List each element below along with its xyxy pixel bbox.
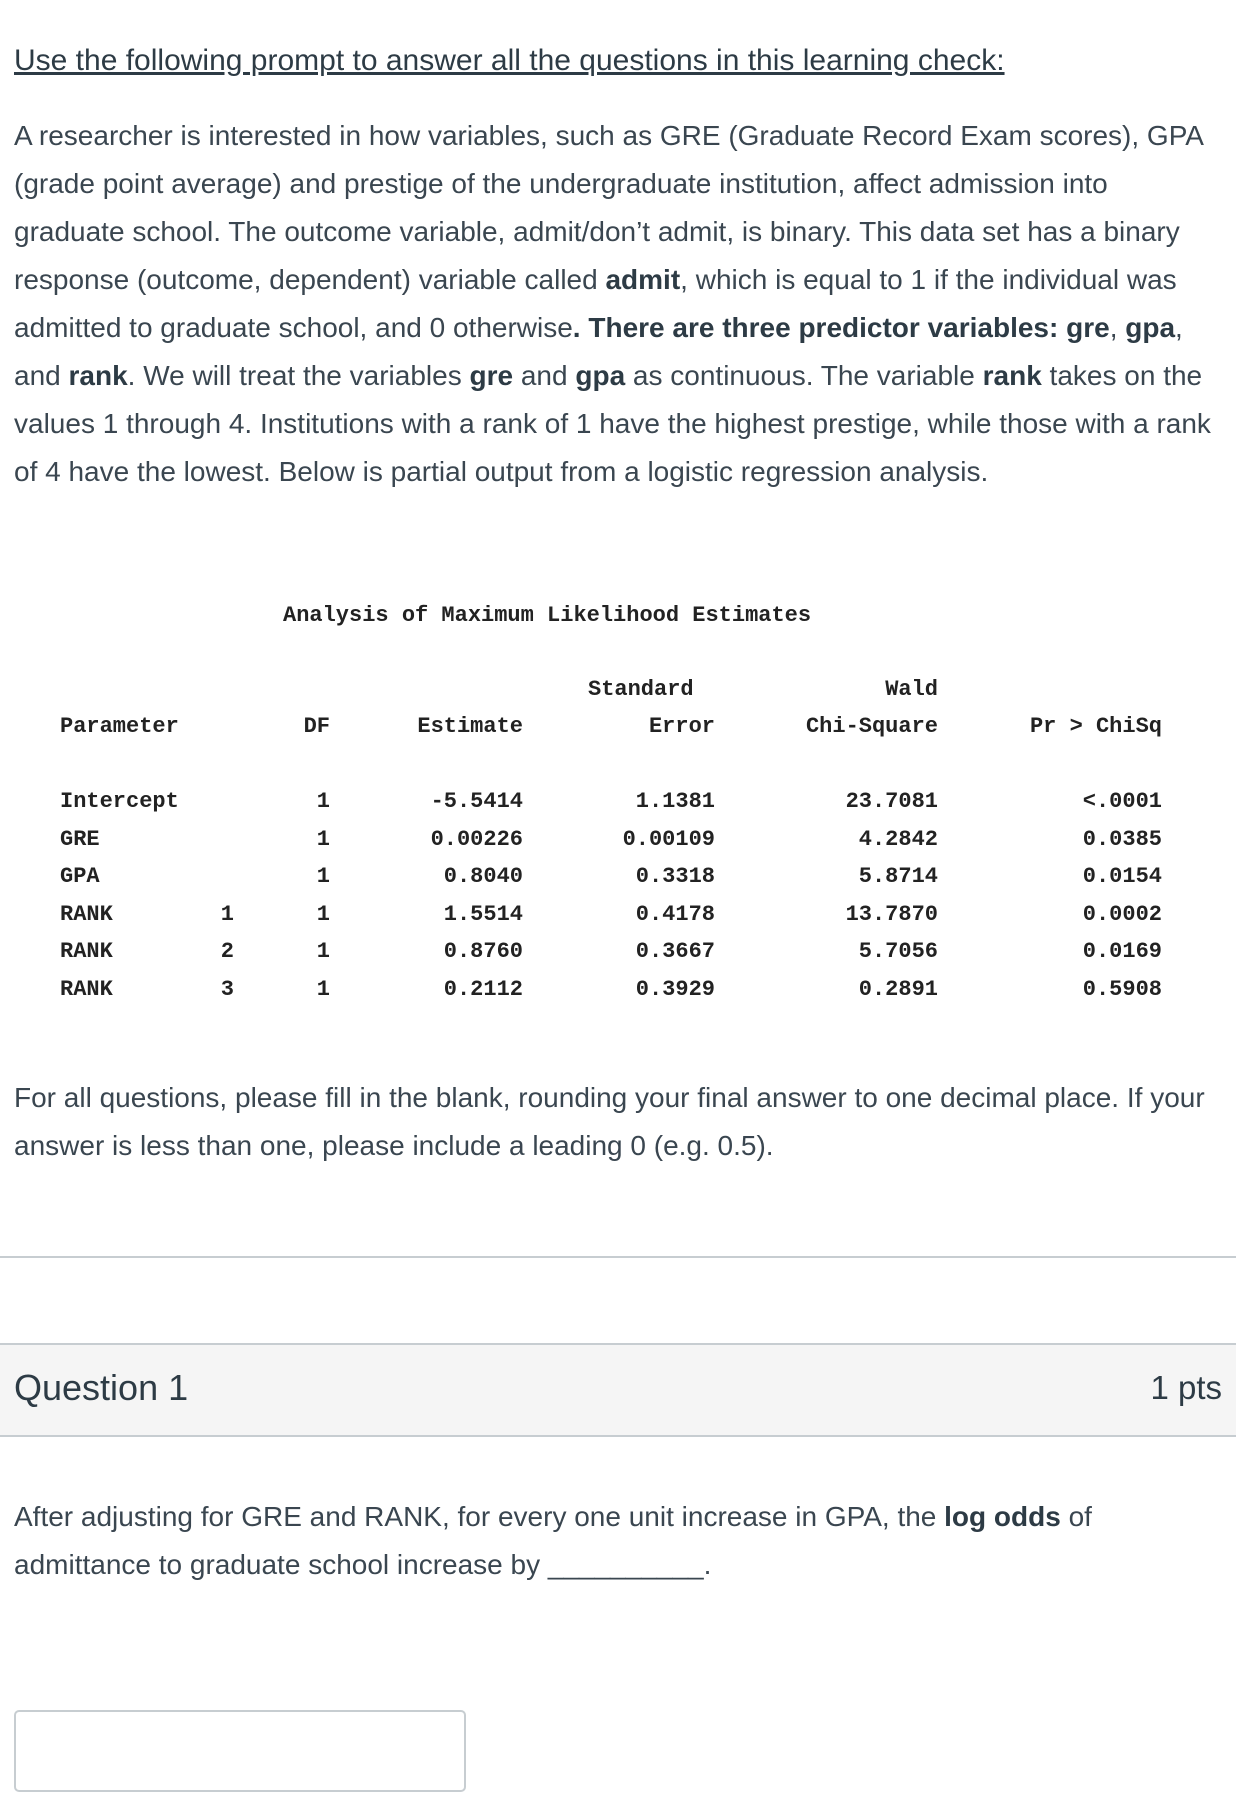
cell-se: 0.4178	[635, 901, 715, 927]
cell-wald: 5.7056	[858, 939, 938, 964]
text: After adjusting for GRE and RANK, for every one unit increase in GPA, the	[14, 1501, 945, 1532]
cell-parameter: RANK	[60, 939, 113, 964]
header-wald-top: Wald	[885, 677, 938, 702]
text: of admittance to graduate school increase by __________.	[14, 1501, 1092, 1580]
cell-p: 0.0385	[1082, 826, 1162, 852]
header-estimate: Estimate	[417, 714, 523, 739]
prompt-title: Use the following prompt to answer all the questions in this learning check:	[14, 44, 1005, 77]
text: as continuous. The variable	[625, 360, 983, 391]
cell-parameter: GRE	[60, 826, 100, 852]
cell-df: 1	[316, 789, 330, 814]
header-parameter: Parameter	[60, 714, 179, 739]
cell-parameter: RANK	[60, 901, 113, 927]
cell-estimate: 0.2112	[443, 976, 523, 1002]
answer-input[interactable]	[14, 1710, 466, 1792]
cell-wald: 13.7870	[845, 901, 938, 927]
cell-estimate: 1.5514	[443, 901, 523, 927]
term-gpa: gpa	[1125, 312, 1176, 343]
cell-se: 1.1381	[635, 789, 715, 814]
cell-se: 0.3318	[635, 864, 715, 889]
term-gre: gre	[1066, 312, 1110, 343]
text: , and	[14, 312, 1183, 391]
term-rank: rank	[982, 360, 1042, 391]
text: . We will treat the variables	[127, 360, 470, 391]
text: ,	[1109, 312, 1126, 343]
cell-level: 3	[220, 976, 234, 1002]
cell-estimate: 0.8040	[443, 864, 523, 889]
cell-df: 1	[316, 826, 330, 852]
cell-df: 1	[316, 901, 330, 927]
text: and	[513, 360, 576, 391]
instructions-note: For all questions, please fill in the blank, rounding your final answer to one decimal place. If your answer is less than one, please include a leading 0 (e.g. 0.5).	[14, 1082, 1205, 1161]
term-rank: rank	[68, 360, 128, 391]
cell-estimate: -5.5414	[430, 789, 523, 814]
question-header	[0, 1343, 1236, 1437]
text: , which is equal to 1 if the individual was admitted to graduate school, and 0 otherwise	[14, 264, 1177, 343]
cell-p: 0.5908	[1082, 976, 1162, 1002]
cell-se: 0.00109	[622, 826, 715, 852]
cell-wald: 5.8714	[858, 864, 938, 889]
cell-p: 0.0154	[1082, 864, 1162, 889]
question-text	[14, 1493, 1224, 1589]
cell-estimate: 0.8760	[443, 939, 523, 964]
header-wald-bottom: Chi-Square	[805, 714, 938, 739]
cell-wald: 0.2891	[858, 976, 938, 1002]
term-admit: admit	[605, 264, 681, 295]
term-gpa: gpa	[575, 360, 626, 391]
cell-parameter: Intercept	[60, 789, 179, 814]
table-title: Analysis of Maximum Likelihood Estimates	[283, 603, 812, 628]
cell-parameter: GPA	[60, 864, 100, 889]
term-log-odds: log odds	[944, 1501, 1061, 1532]
cell-p: <.0001	[1082, 789, 1162, 814]
header-se-bottom: Error	[648, 714, 715, 739]
cell-parameter: RANK	[60, 976, 113, 1002]
cell-level: 2	[220, 939, 234, 964]
cell-wald: 23.7081	[845, 789, 938, 814]
text: takes on the values 1 through 4. Institutions with a rank of 1 have the highest prestige, while those with a rank of 4 have the lowest. Below is partial output from a logistic regression analysis.	[14, 360, 1211, 487]
header-p: Pr > ChiSq	[1029, 714, 1162, 739]
cell-p: 0.0002	[1082, 901, 1162, 927]
header-se-top: Standard	[588, 677, 694, 702]
cell-se: 0.3929	[635, 976, 715, 1002]
text: A researcher is interested in how variables, such as GRE (Graduate Record Exam scores), GPA (grade point average) and prestige of the undergraduate institution, affect admission into graduate school. The outcome variable, admit/don’t admit, is binary. This data set has a binary response (outcome, dependent) variable called	[14, 120, 1203, 295]
cell-se: 0.3667	[635, 939, 715, 964]
intro-paragraph	[14, 112, 1224, 496]
cell-level: 1	[220, 901, 234, 927]
cell-df: 1	[316, 976, 330, 1002]
header-df: DF	[303, 714, 330, 739]
cell-p: 0.0169	[1082, 939, 1162, 964]
question-title: Question 1	[14, 1367, 189, 1408]
cell-wald: 4.2842	[858, 826, 938, 852]
cell-df: 1	[316, 939, 330, 964]
cell-estimate: 0.00226	[430, 826, 523, 852]
cell-df: 1	[316, 864, 330, 889]
question-points: 1 pts	[1150, 1369, 1222, 1406]
term-gre: gre	[469, 360, 514, 391]
text: . There are three predictor variables:	[572, 312, 1067, 343]
divider	[0, 1256, 1236, 1258]
